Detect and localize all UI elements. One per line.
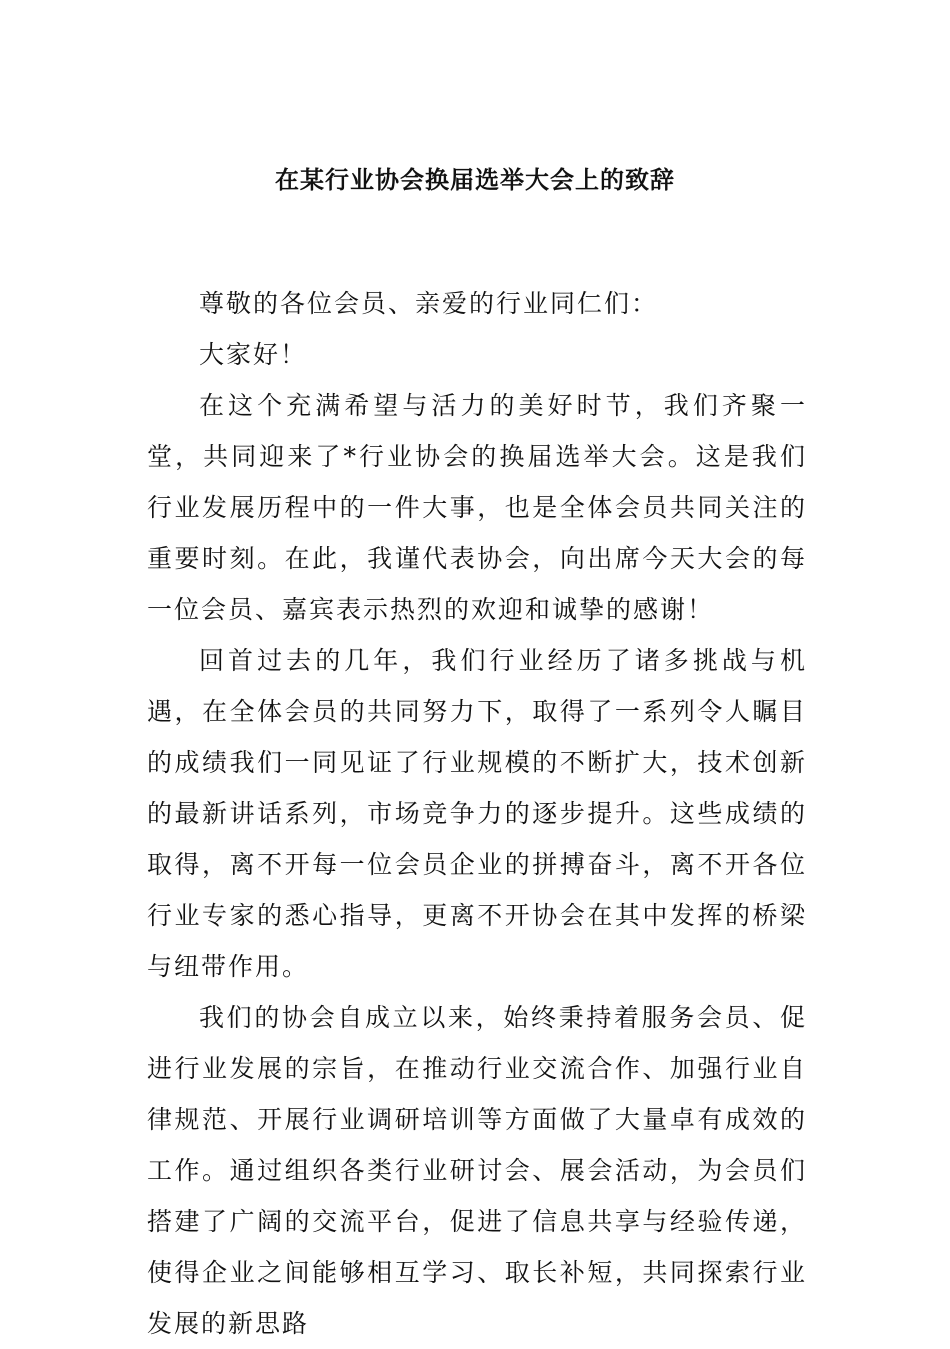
body-paragraph: 在这个充满希望与活力的美好时节，我们齐聚一堂，共同迎来了*行业协会的换届选举大会。这是我们行业发展历程中的一件大事，也是全体会员共同关注的重要时刻。在此，我谨代表协会，向出席今天大会的每一位会员、嘉宾表示热烈的欢迎和诚挚的感谢！ <box>147 391 807 624</box>
salutation-paragraph: 尊敬的各位会员、亲爱的行业同仁们： <box>199 289 659 318</box>
document-body <box>147 278 807 1349</box>
greeting-paragraph: 大家好！ <box>199 340 308 369</box>
body-paragraph: 回首过去的几年，我们行业经历了诸多挑战与机遇，在全体会员的共同努力下，取得了一系列令人瞩目的成绩我们一同见证了行业规模的不断扩大，技术创新的最新讲话系列，市场竞争力的逐步提升。这些成绩的取得，离不开每一位会员企业的拼搏奋斗，离不开各位行业专家的悉心指导，更离不开协会在其中发挥的桥梁与纽带作用。 <box>147 646 807 981</box>
document-title: 在某行业协会换届选举大会上的致辞 <box>275 165 675 194</box>
body-paragraph: 我们的协会自成立以来，始终秉持着服务会员、促进行业发展的宗旨，在推动行业交流合作、加强行业自律规范、开展行业调研培训等方面做了大量卓有成效的工作。通过组织各类行业研讨会、展会活动，为会员们搭建了广阔的交流平台，促进了信息共享与经验传递，使得企业之间能够相互学习、取长补短，共同探索行业发展的新思路 <box>147 1003 807 1338</box>
